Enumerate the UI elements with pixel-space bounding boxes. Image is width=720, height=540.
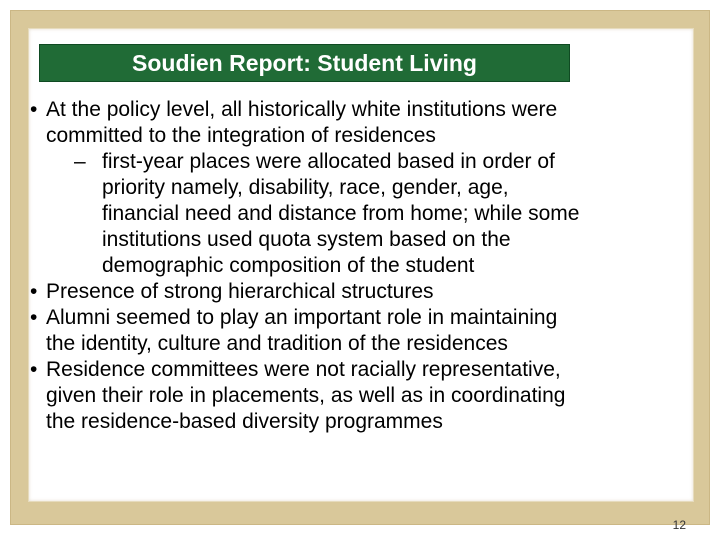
bullet-line: Residence committees were not racially representative, [46, 358, 561, 381]
bullet-marker: • [30, 280, 38, 303]
sub-bullet-marker: – [74, 150, 86, 173]
bullet-marker: • [30, 98, 38, 121]
bullet-marker: • [30, 358, 38, 381]
slide-title: Soudien Report: Student Living [132, 49, 477, 76]
bullet-marker: • [30, 306, 38, 329]
bullet-line: Presence of strong hierarchical structures [46, 280, 434, 303]
bullet-line: the identity, culture and tradition of the residences [46, 332, 508, 355]
bullet-line: committed to the integration of residences [46, 124, 436, 147]
sub-bullet-line: financial need and distance from home; while some [102, 202, 580, 225]
sub-bullet-line: demographic composition of the student [102, 254, 475, 277]
title-bar [39, 44, 570, 82]
bullet-line: At the policy level, all historically white institutions were [46, 98, 558, 121]
page-number: 12 [672, 518, 686, 532]
bullet-line: the residence-based diversity programmes [46, 410, 443, 433]
sub-bullet-line: priority namely, disability, race, gender, age, [102, 176, 509, 199]
sub-bullet-line: institutions used quota system based on the [102, 228, 511, 251]
bullet-line: Alumni seemed to play an important role in maintaining [46, 306, 558, 329]
bullet-line: given their role in placements, as well as in coordinating [46, 384, 566, 407]
sub-bullet-line: first-year places were allocated based in order of [102, 150, 555, 173]
